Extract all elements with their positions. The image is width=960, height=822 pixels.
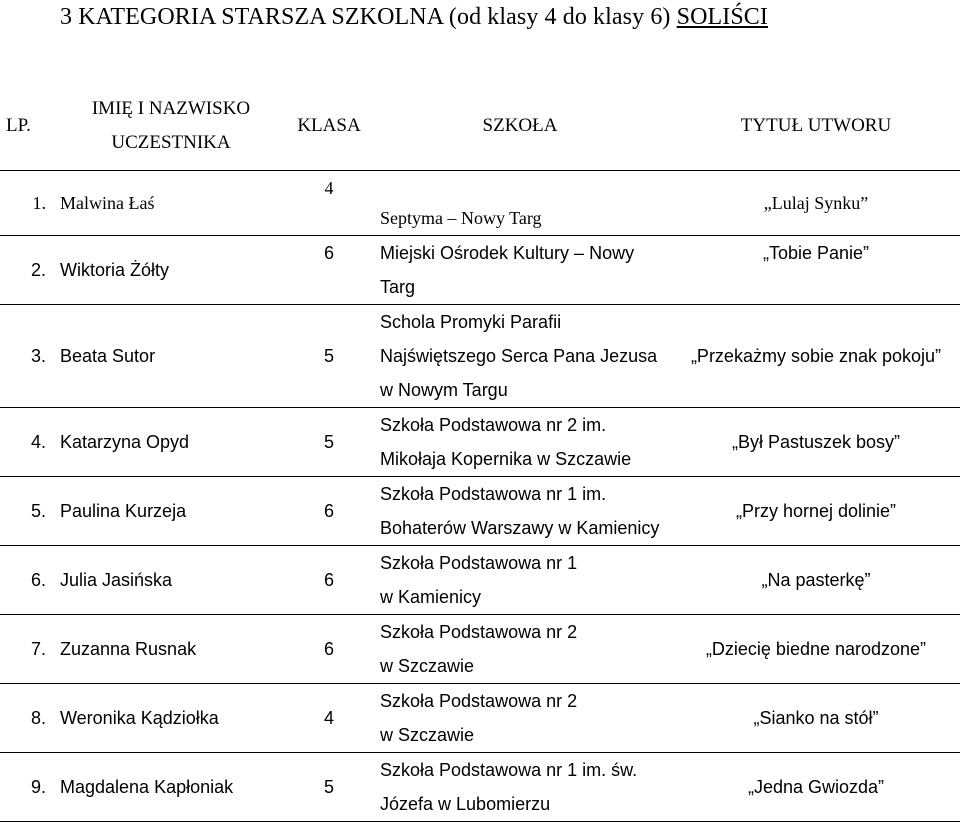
row-szkola-line2: Bohaterów Warszawy w Kamienicy [380,517,660,538]
row-szkola-line2: w Szczawie [380,724,475,745]
row-szkola-line1: Szkoła Podstawowa nr 2 im. [380,414,607,435]
row-lp: 6. [0,545,52,614]
row-szkola-line2: w Szczawie [380,655,475,676]
header-klasa: KLASA [290,82,368,170]
row-tytul: „Dziecię biedne narodzone” [672,614,960,683]
row-szkola-line1: Szkoła Podstawowa nr 1 im. [380,483,607,504]
header-tytul: TYTUŁ UTWORU [672,82,960,170]
header-lp: LP. [0,82,52,170]
row-szkola-line2: w Kamienicy [380,586,482,607]
row-szkola [368,304,672,407]
row-szkola-line1: Szkoła Podstawowa nr 2 [380,621,578,642]
row-szkola-line1: Schola Promyki Parafii [380,311,562,332]
row-lp: 5. [0,476,52,545]
row-klasa: 6 [290,476,368,545]
row-szkola-line3: w Nowym Targu [380,379,508,400]
row-name: Zuzanna Rusnak [52,614,290,683]
header-name-line1: IMIĘ I NAZWISKO [91,97,251,119]
row-klasa: 4 [290,683,368,752]
table-row [0,476,960,545]
page-title [60,4,768,31]
row-szkola [368,407,672,476]
row-tytul: „Na pasterkę” [672,545,960,614]
table-row [0,752,960,821]
row-tytul: „Był Pastuszek bosy” [672,407,960,476]
participants-table [0,82,960,822]
header-name [52,82,290,170]
row-name: Wiktoria Żółty [52,235,290,304]
row-klasa: 4 [290,170,368,235]
row-name: Julia Jasińska [52,545,290,614]
row-name: Katarzyna Opyd [52,407,290,476]
table-row [0,545,960,614]
row-tytul: „Tobie Panie” [672,235,960,304]
row-szkola [368,545,672,614]
row-lp: 2. [0,235,52,304]
row-szkola [368,683,672,752]
row-szkola-line2: Targ [380,276,416,297]
row-szkola-line2: Najświętszego Serca Pana Jezusa [380,345,658,366]
row-tytul: „Sianko na stół” [672,683,960,752]
table-row [0,683,960,752]
row-klasa: 6 [290,545,368,614]
header-name-line2: UCZESTNIKA [111,131,231,153]
row-tytul: „Przy hornej dolinie” [672,476,960,545]
table-header-row [0,82,960,170]
row-szkola [368,476,672,545]
row-szkola-line2: Mikołaja Kopernika w Szczawie [380,448,632,469]
row-tytul: „Lulaj Synku” [672,170,960,235]
page-title-category: SOLIŚCI [676,4,769,30]
row-lp: 7. [0,614,52,683]
row-klasa: 5 [290,304,368,407]
row-lp: 9. [0,752,52,821]
row-name: Weronika Kądziołka [52,683,290,752]
row-szkola-line1: Szkoła Podstawowa nr 1 [380,552,578,573]
row-klasa: 6 [290,235,368,304]
row-szkola [368,235,672,304]
table-row [0,614,960,683]
row-tytul: „Przekażmy sobie znak pokoju” [672,304,960,407]
row-szkola-line1: Szkoła Podstawowa nr 2 [380,690,578,711]
page-title-main: 3 KATEGORIA STARSZA SZKOLNA (od klasy 4 do klasy 6) [60,4,677,30]
header-szkola: SZKOŁA [368,82,672,170]
row-lp: 1. [0,170,52,235]
row-szkola-line1: Miejski Ośrodek Kultury – Nowy [380,242,635,263]
row-szkola-line1: Szkoła Podstawowa nr 1 im. św. [380,759,638,780]
row-szkola-line1: Septyma – Nowy Targ [380,207,542,228]
row-klasa: 6 [290,614,368,683]
row-lp: 3. [0,304,52,407]
table-row [0,170,960,235]
row-name: Beata Sutor [52,304,290,407]
row-name: Magdalena Kapłoniak [52,752,290,821]
row-szkola [368,614,672,683]
row-szkola [368,752,672,821]
table-row [0,407,960,476]
row-klasa: 5 [290,752,368,821]
row-tytul: „Jedna Gwiozda” [672,752,960,821]
row-klasa: 5 [290,407,368,476]
table-row [0,304,960,407]
row-name: Paulina Kurzeja [52,476,290,545]
row-lp: 8. [0,683,52,752]
row-szkola-line2: Józefa w Lubomierzu [380,793,551,814]
row-lp: 4. [0,407,52,476]
row-name: Malwina Łaś [52,170,290,235]
table-row [0,235,960,304]
row-szkola [368,170,672,235]
